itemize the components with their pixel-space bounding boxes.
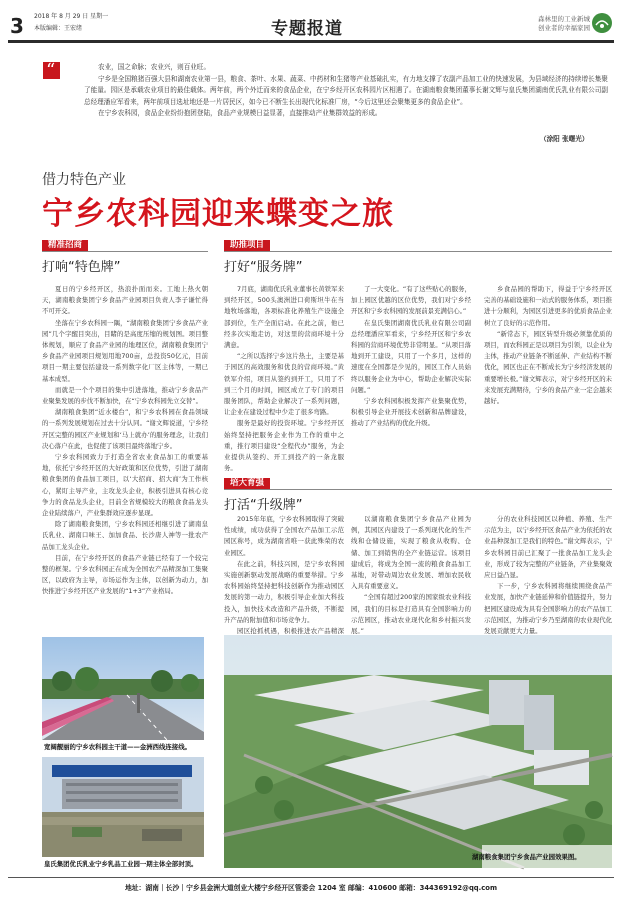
photo-caption: 皇氏集团优氏乳业宁乡乳品工业园一期主体全部封顶。 [44,860,198,868]
section-title: 专题报道 [271,19,343,39]
intro-paragraph: 农业，国之命脉；农业兴，则百业旺。 [98,63,211,71]
footer-address: 地址：湖南｜长沙｜宁乡县金洲大道创业大楼宁乡经开区管委会 1204 室 邮编：410600 邮箱：344369192@qq.com [124,884,498,892]
article-paragraph: 了一大变化。“有了这些贴心的服务，加上园区优越的区位优势，我们对宁乡经开区和宁乡农科园的发展前景充满信心。” [351,285,471,316]
headline-title: 宁乡农科园迎来蝶变之旅 [42,196,394,232]
slogan-line-1: 森林里的工业新城 [538,15,590,23]
article-paragraph: 园区抢抓机遇，积极推进农产品精深 [237,627,344,636]
article-paragraph: 而就是一个个项目的集中引进落地，推动宁乡食品产业聚集发展的步伐不断加快，在“宁乡农科园先立交替”。 [42,385,208,406]
article-paragraph: 在皇氏集团湖南优氏乳业有限公司副总经理潘应军看来，宁乡经开区和宁乡农科园的营商环境优势非常明显。“从项目落地到开工建设，只用了一个多月，这样的速度在全国都是少见的，园区工作人员始终以服务企业为中心，帮助企业解决实际问题。” [351,318,471,394]
section-tag-rule [42,251,208,252]
article-paragraph: 夏日的宁乡经开区，热浪扑面而来。工地上热火朝天，湖南粮食集团宁乡食品产业园项目负责人李子谦忙得不可开交。 [42,285,208,316]
editor-credit: 本版编辑：王宏绪 [34,25,83,32]
section-tag-rule [224,251,612,252]
section-tag-investment: 精准招商 [42,240,88,251]
article-paragraph: 服务是最好的投资环境。宁乡经开区始终坚持把服务企业作为工作的重中之重，推行项目建设“全程代办”服务，为企业提供从签约、开工到投产的一条龙服务。 [224,419,344,473]
article-column-4 [224,514,344,636]
article-paragraph: 7月底，湖南优氏乳业董事长黄铁军来到经开区，500头澳洲进口荷斯坦牛在当地牧场落地，各项标准化养殖生产设施全部到位，生产全面启动。在此之前，他已经多次实地走访，对这里的营商环境十分满意。 [224,285,344,350]
page-number: 3 [10,14,24,38]
article-paragraph: 以湖南粮食集团宁乡食品产业园为例，其园区内建设了一系列现代化的生产线和仓储设施，实现了粮食从收购、仓储、加工到销售的全产业链运营。该项目建成后，将成为全国一流的粮食食品加工基地，对带动周边农业发展、增加农民收入具有重要意义。 [351,515,471,591]
article-paragraph: 坐落在宁乡农科园一隅，“湖南粮食集团宁乡食品产业园”几个字醒目突出，目睹的是高度压缩的规划图。项目整体规划，顺应了食品产业园的地理区位，湖南粮食集团宁乡食品产业园项目规划用地700亩，总投资50亿元，目前项目一期主要包括建设一系列数字化厂区主体等，一期已基本成型。 [42,318,208,383]
article-paragraph: 下一步，宁乡农科园将继续围绕食品产业发展，加快产业链延伸和价值链提升，努力把园区建设成为具有全国影响力的农产品加工示范园区，为推动宁乡乃至湖南的农业现代化发展贡献更大力量。 [484,582,612,636]
section-tag-projects: 助推项目 [224,240,270,251]
article-paragraph: 宁乡农科园致力于打造全省农业食品加工的重要基地，依托宁乡经开区的大好政策和区位优势，引进了湖南粮食集团的食品加工项目，以‘大招商、招大商’为工作核心，紧盯主导产业，主攻龙头企业，积极引进具有核心竞争力的食品龙头企业，目前全省规模较大的粮食食品龙头企业陆续落户，产业集群效应逐步显现。 [42,453,208,518]
article-paragraph: 在此之前，科技兴园，是宁乡农科园实施创新驱动发展战略的重要举措。宁乡农科园始终坚持把科技创新作为推动园区发展的第一动力，积极引导企业加大科技投入，加快技术改造和产品升级，不断提升产品的附加值和市场竞争力。 [224,559,344,624]
article-paragraph: 湖南粮食集团“近水楼台”，和宁乡农科园在食品领域的一系列发展规划在过去十分认同。“谢文辉说道，宁乡经开区完整的园区产业规划和‘马上就办’的服务理念，让我们决心落户在此，也促使了该项目最终落地宁乡。 [42,408,208,450]
footer-divider [8,877,614,878]
article-column-2b [351,284,471,462]
article-paragraph: 宁乡农科园积极发挥产业集聚优势，积极引导企业开展技术创新和品牌建设，推动了产业结构的优化升级。 [351,397,471,428]
headline-kicker: 借力特色产业 [42,172,126,188]
section-subtitle: 打活“升级牌” [224,498,303,513]
article-paragraph: 乡食品园的帮助下，得益于宁乡经开区完善的基础设施和一站式的服务体系，项目推进十分顺利，为园区引进更多的优质食品企业树立了良好的示范作用。 [484,285,612,327]
article-paragraph: “全国有超过200家的国家级农业科技园，我们的目标是打造具有全国影响力的示范园区，推动农业现代化和乡村振兴发展。” [351,593,471,636]
park-logo-icon [592,13,612,33]
article-paragraph: 除了湖南粮食集团，宁乡农科园还相继引进了湖南皇氏乳业、湖南口味王、加加食品、长沙唐人神等一批农产品加工龙头企业。 [42,520,208,551]
header-slogan [514,15,590,33]
intro-text [84,62,608,120]
header-divider [8,40,614,43]
article-column-2 [224,284,344,473]
article-paragraph: “新常态下，园区转型升级必须靠优质的项目，而农科园正是以项目为引领，以企业为主体，推动产业链条不断延伸、产业结构不断优化，园区也正在不断成长为宁乡经济发展的重要增长极。”谢文辉表示，对宁乡经开区的未来发展充满期待，宁乡的食品产业一定会越来越好。 [484,329,612,406]
article-column-3 [484,284,612,462]
intro-paragraph: 宁乡是全国粮猪百强大县和湖南农业第一县，粮食、茶叶、水果、蔬菜、中药材和生猪等产业基础扎实，有力地支撑了农副产品加工业的快速发展，为县域经济的持续增长集聚了能量。园区是承载农业项目的最佳载体。两年前，两个外迁而来的食品企业，在宁乡经开区农科园片区相遇了。在湖南粮食集团董事长谢文辉与皇氏集团湖南优氏乳业有限公司副总经理潘应军看来，两年前项目选址地还是一片居民区，如今已不断生长出现代化标准厂房，“今后这里还会聚集更多的食品企业”。 [84,74,608,106]
page-header [0,0,622,46]
slogan-line-2: 创业者的幸福家园 [538,24,590,32]
article-paragraph: 2015年年底，宁乡农科园取得了突破性成绩，成功获得了全国农产品加工示范园区称号，成为湖南省唯一获此殊荣的农业园区。 [224,515,344,557]
intro-paragraph: 在宁乡农科园，食品企业纷纷抱团登陆，食品产业规模日益显著，直接推动产业集群效益的形成。 [98,109,382,118]
article-paragraph: “之所以选择宁乡这片热土，主要是基于园区的高效服务和优良的营商环境。”黄铁军介绍，项目从签约到开工，只用了不到三个月的时间，园区成立了专门的项目服务团队，帮助企业解决了一系列问题，让企业在建设过程中少走了很多弯路。 [224,352,344,417]
article-paragraph: 目前，在宁乡经开区的食品产业链已经有了一个较完整的框架。宁乡农科园正在成为全国农产品精深加工集聚区，以政府为主导，市场运作为主体，以创新为动力，加快推进宁乡经开区产业发展的“1+3”产业格局。 [42,553,208,596]
issue-date: 2018 年 8 月 29 日 星期一 [34,13,109,20]
section-subtitle: 打响“特色牌” [42,260,121,275]
section-tag-rule [224,489,612,490]
article-column-1 [42,284,208,627]
photo-main-road [42,637,204,740]
quote-mark-icon [43,62,60,79]
section-tag-cultivate: 培大育强 [224,478,270,489]
photo-dairy-park [42,757,204,857]
intro-credit: （涂阳 张曙光） [540,135,589,143]
article-column-6 [484,514,612,636]
photo-food-park-rendering [224,635,612,868]
article-paragraph: 分的农业科技园区以种植、养殖、生产示范为主，以宁乡经开区食品产业为依托的农业品种深加工是我们的特色。”谢文辉表示，宁乡农科园目前已汇聚了一批食品加工龙头企业，形成了较为完整的产业链条，产业集聚效应日益凸显。 [484,515,612,580]
photo-caption: 湖南粮食集团宁乡食品产业园效果图。 [472,853,581,861]
article-column-5 [351,514,471,636]
photo-caption: 宽阔靓丽的宁乡农科园主干道——金洲西线连接线。 [44,743,191,751]
section-subtitle: 打好“服务牌” [224,260,303,275]
